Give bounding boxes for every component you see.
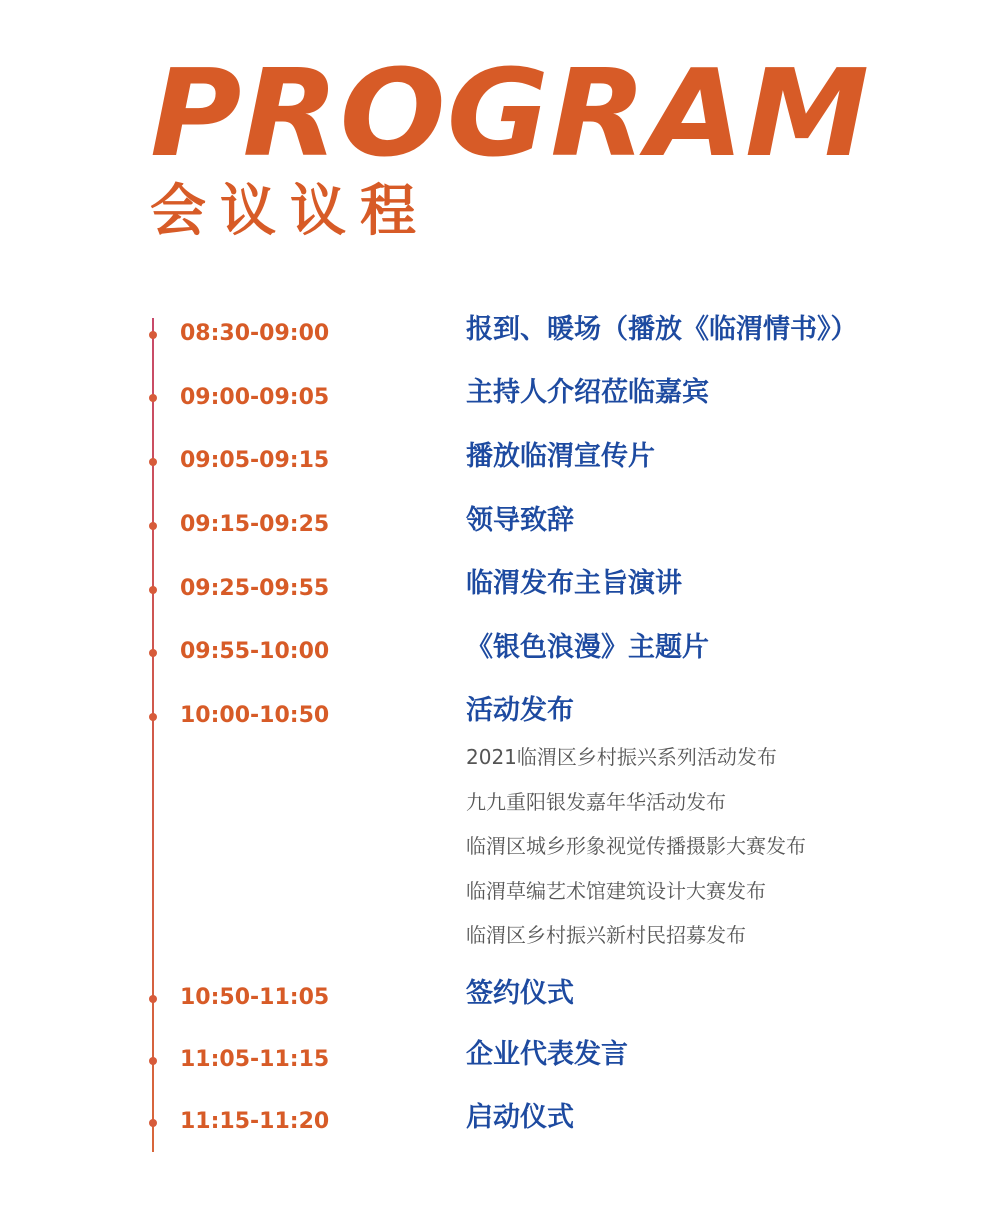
schedule-time: 08:30-09:00	[180, 321, 330, 346]
schedule-time: 11:05-11:15	[180, 1047, 330, 1072]
page-title-english: PROGRAM	[150, 45, 871, 184]
schedule-time: 09:05-09:15	[180, 448, 330, 473]
sub-item: 临渭区乡村振兴新村民招募发布	[466, 923, 746, 947]
timeline-dot	[149, 649, 157, 657]
schedule-time: 09:00-09:05	[180, 385, 330, 410]
timeline-dot	[149, 458, 157, 466]
schedule-title: 领导致辞	[466, 505, 574, 536]
schedule-time: 10:50-11:05	[180, 985, 330, 1010]
page-title-chinese: 会议议程	[150, 179, 430, 244]
sub-item: 九九重阳银发嘉年华活动发布	[466, 790, 726, 814]
timeline-dot	[149, 522, 157, 530]
schedule-title: 主持人介绍莅临嘉宾	[466, 377, 709, 408]
schedule-title: 报到、暖场（播放《临渭情书》）	[466, 314, 858, 345]
schedule-time: 11:15-11:20	[180, 1109, 330, 1134]
schedule-title: 企业代表发言	[466, 1039, 628, 1070]
schedule-title: 活动发布	[466, 695, 574, 726]
timeline-dot	[149, 1057, 157, 1065]
timeline-dot	[149, 331, 157, 339]
schedule-time: 09:25-09:55	[180, 576, 330, 601]
sub-item: 临渭区城乡形象视觉传播摄影大赛发布	[466, 834, 806, 858]
schedule-title: 临渭发布主旨演讲	[466, 568, 682, 599]
schedule-title: 《银色浪漫》主题片	[466, 632, 709, 663]
sub-item: 临渭草编艺术馆建筑设计大赛发布	[466, 879, 766, 903]
timeline-dot	[149, 586, 157, 594]
timeline-line	[152, 318, 154, 1152]
timeline-dot	[149, 1119, 157, 1127]
schedule-time: 09:15-09:25	[180, 512, 330, 537]
timeline-dot	[149, 995, 157, 1003]
schedule-title: 签约仪式	[466, 978, 574, 1009]
schedule-time: 09:55-10:00	[180, 639, 330, 664]
schedule-time: 10:00-10:50	[180, 703, 330, 728]
timeline-dot	[149, 394, 157, 402]
schedule-title: 启动仪式	[466, 1102, 574, 1133]
timeline-dot	[149, 713, 157, 721]
schedule-title: 播放临渭宣传片	[466, 441, 655, 472]
sub-item: 2021临渭区乡村振兴系列活动发布	[466, 745, 777, 769]
